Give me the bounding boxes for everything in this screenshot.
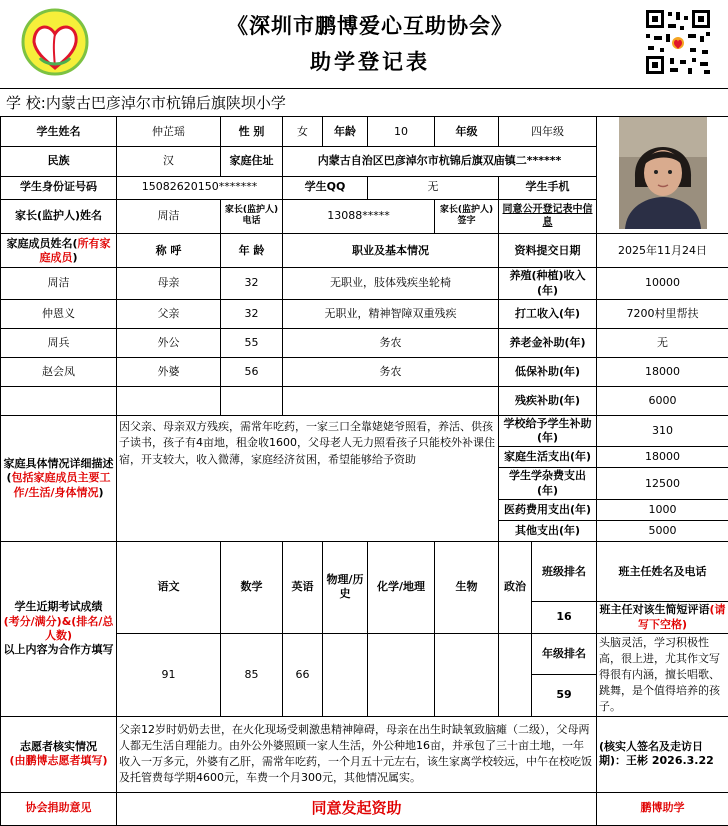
member-relation: 外婆 — [117, 357, 221, 386]
subject-header: 英语 — [283, 542, 323, 634]
guardian-phone: 13088***** — [283, 199, 435, 234]
age-header: 年 龄 — [221, 234, 283, 268]
ethnicity-label: 民族 — [1, 147, 117, 176]
student-name-label: 学生姓名 — [1, 117, 117, 147]
qr-code-icon — [640, 6, 720, 78]
volunteer-label-title: 志愿者核实情况 — [3, 740, 114, 754]
volunteer-text: 父亲12岁时奶奶去世，在火化现场受刺激患精神障碍，母亲在出生时缺氧致脑瘫（二级），父母两人都无生活自理能力。由外公外婆照顾一家人生活，外公种地16亩，并承包了三十亩土地，一年收入一万多元，外婆有乙肝，需常年吃药，一个月五十元左右，该生家离学校较远，中午在校吃饭及托管费每学期4600元，车费一个月300元，其他情况属实。 — [117, 716, 597, 792]
finance-label: 低保补助(年) — [499, 357, 597, 386]
situation-text: 因父亲、母亲双方残疾，需常年吃药，一家三口全靠姥姥爷照看，养活、供孩子读书，孩子有4亩地，租金收1600，父母老人无力照看孩子只能校外补课住宿，开支较大，收入微薄，家庭经济贫困，希望能够给予资助 — [117, 415, 499, 541]
member-job: 无职业，精神智障双重残疾 — [283, 299, 499, 328]
finance-label: 学生学杂费支出(年) — [499, 468, 597, 500]
finance-value: 7200村里帮扶 — [597, 299, 728, 328]
member-job: 务农 — [283, 328, 499, 357]
class-rank-label: 班级排名 — [532, 542, 597, 602]
comment-label-part: 班主任对该生简短评语 — [599, 603, 709, 616]
guardian-sign-label: 家长(监护人)签字 — [435, 199, 499, 234]
member-age: 56 — [221, 357, 283, 386]
volunteer-label — [1, 716, 117, 792]
opinion-label: 协会捐助意见 — [1, 792, 117, 825]
student-photo-icon — [619, 117, 707, 229]
score-value: 91 — [117, 633, 221, 716]
phone-label: 学生手机 — [499, 176, 597, 199]
grade-label: 年级 — [435, 117, 499, 147]
guardian-name: 周洁 — [117, 199, 221, 234]
score-value: 85 — [221, 633, 283, 716]
member-job: 无职业，肢体残疾坐轮椅 — [283, 268, 499, 300]
subject-header: 生物 — [435, 542, 499, 634]
volunteer-label-hint: (由鹏博志愿者填写) — [3, 754, 114, 768]
member-name: 仲恩义 — [1, 299, 117, 328]
score-value — [499, 633, 532, 716]
member-name: 周洁 — [1, 268, 117, 300]
member-job: 务农 — [283, 357, 499, 386]
finance-label: 学校给予学生补助(年) — [499, 415, 597, 447]
score-value — [323, 633, 368, 716]
form-header — [0, 0, 728, 88]
gender-label: 性 别 — [221, 117, 283, 147]
score-value — [435, 633, 499, 716]
scores-label-hint: (考分/满分)&(排名/总人数) — [3, 615, 114, 644]
member-age-empty — [221, 386, 283, 415]
grade-rank-value: 59 — [532, 675, 597, 716]
school-label: 学 校: — [6, 94, 46, 112]
class-rank-value: 16 — [532, 602, 597, 634]
member-name-empty — [1, 386, 117, 415]
finance-value: 18000 — [597, 447, 728, 468]
guardian-phone-label: 家长(监护人)电话 — [221, 199, 283, 234]
comment-label-hint: (请写下空格) — [638, 603, 726, 630]
gender-value: 女 — [283, 117, 323, 147]
qq-label: 学生QQ — [283, 176, 368, 199]
finance-value: 18000 — [597, 357, 728, 386]
situation-label-end: ) — [99, 486, 104, 499]
grade-value: 四年级 — [499, 117, 597, 147]
member-relation: 外公 — [117, 328, 221, 357]
scores-label — [1, 542, 117, 716]
school-name: 内蒙古巴彦淖尔市杭锦后旗陕坝小学 — [46, 94, 286, 112]
form-subtitle: 助学登记表 — [100, 46, 640, 76]
family-header-end: ) — [72, 251, 77, 264]
member-relation-empty — [117, 386, 221, 415]
finance-value: 10000 — [597, 268, 728, 300]
finance-label: 养老金补助(年) — [499, 328, 597, 357]
age-label: 年龄 — [323, 117, 368, 147]
finance-label: 养殖(种植)收入(年) — [499, 268, 597, 300]
school-line — [0, 88, 728, 116]
member-name: 周兵 — [1, 328, 117, 357]
teacher-label: 班主任姓名及电话 — [597, 542, 728, 602]
opinion-value: 同意发起资助 — [117, 792, 597, 825]
finance-label: 残疾补助(年) — [499, 386, 597, 415]
qq-value: 无 — [368, 176, 499, 199]
family-name-header — [1, 234, 117, 268]
score-value — [368, 633, 435, 716]
ethnicity-value: 汉 — [117, 147, 221, 176]
address-value: 内蒙古自治区巴彦淖尔市杭锦后旗双庙镇二****** — [283, 147, 597, 176]
org-name: 鹏博助学 — [597, 792, 728, 825]
subject-header: 化学/地理 — [368, 542, 435, 634]
member-relation: 母亲 — [117, 268, 221, 300]
member-job-empty — [283, 386, 499, 415]
scores-label-note: 以上内容为合作方填写 — [3, 643, 114, 657]
family-header-part: 家庭成员姓名( — [6, 237, 77, 250]
submit-date-label: 资料提交日期 — [499, 234, 597, 268]
age-value: 10 — [368, 117, 435, 147]
heart-hands-logo — [20, 6, 90, 78]
scores-label-title: 学生近期考试成绩 — [3, 600, 114, 614]
verify-sign: (核实人签名及走访日期)：王彬 2026.3.22 — [597, 716, 728, 792]
situation-label-part: 家庭具体情况详细描述( — [4, 457, 114, 484]
address-label: 家庭住址 — [221, 147, 283, 176]
finance-label: 打工收入(年) — [499, 299, 597, 328]
id-value: 15082620150******* — [117, 176, 283, 199]
subject-header: 政治 — [499, 542, 532, 634]
grade-rank-label: 年级排名 — [532, 633, 597, 674]
student-photo — [597, 117, 728, 234]
submit-date: 2025年11月24日 — [597, 234, 728, 268]
teacher-comment: 头脑灵活，学习积极性高，很上进，尤其作文写得很有内涵，擅长唱歌、跳舞，是个值得培养的孩子。 — [597, 633, 728, 716]
guardian-label: 家长(监护人)姓名 — [1, 199, 117, 234]
form-table — [0, 116, 728, 826]
job-header: 职业及基本情况 — [283, 234, 499, 268]
finance-value: 6000 — [597, 386, 728, 415]
member-age: 32 — [221, 299, 283, 328]
situation-label-emphasis: 包括家庭成员主要工作/生活/身体情况 — [12, 471, 111, 498]
finance-value: 1000 — [597, 500, 728, 521]
consent-text: 同意公开登记表中信息 — [499, 199, 597, 234]
member-relation: 父亲 — [117, 299, 221, 328]
form-title: 《深圳市鹏博爱心互助协会》 — [100, 10, 640, 40]
member-name: 赵会凤 — [1, 357, 117, 386]
finance-value: 310 — [597, 415, 728, 447]
member-age: 55 — [221, 328, 283, 357]
student-name: 仲芷瑶 — [117, 117, 221, 147]
finance-label: 其他支出(年) — [499, 521, 597, 542]
finance-label: 医药费用支出(年) — [499, 500, 597, 521]
subject-header: 语文 — [117, 542, 221, 634]
finance-label: 家庭生活支出(年) — [499, 447, 597, 468]
relation-header: 称 呼 — [117, 234, 221, 268]
member-age: 32 — [221, 268, 283, 300]
finance-value: 12500 — [597, 468, 728, 500]
id-label: 学生身份证号码 — [1, 176, 117, 199]
subject-header: 物理/历史 — [323, 542, 368, 634]
finance-value: 5000 — [597, 521, 728, 542]
score-value: 66 — [283, 633, 323, 716]
situation-label — [1, 415, 117, 541]
family-header-emphasis: 所有家庭成员 — [39, 237, 110, 264]
comment-label — [597, 602, 728, 634]
finance-value: 无 — [597, 328, 728, 357]
subject-header: 数学 — [221, 542, 283, 634]
